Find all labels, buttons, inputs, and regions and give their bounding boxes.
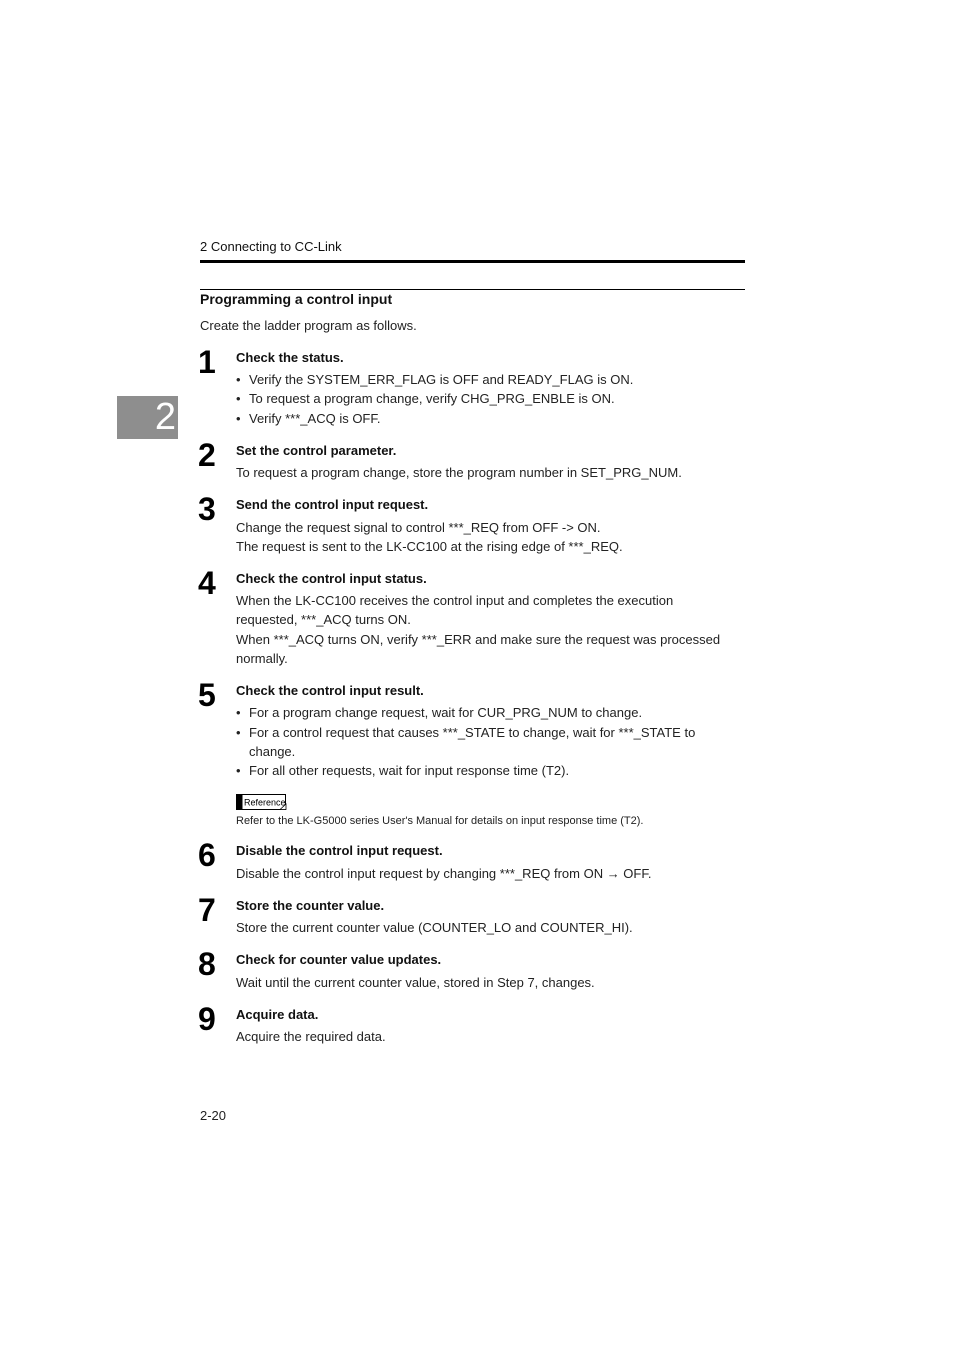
step-text: Store the current counter value (COUNTER_LO and COUNTER_HI).	[236, 920, 633, 935]
step-title: Check the control input status.	[236, 571, 427, 586]
step-text: normally.	[236, 651, 288, 666]
step-number: 8	[198, 946, 216, 982]
step-text: When the LK-CC100 receives the control input and completes the execution	[236, 593, 674, 608]
section-rule	[200, 289, 745, 290]
step-text: When ***_ACQ turns ON, verify ***_ERR and make sure the request was processed	[236, 632, 721, 647]
step-title: Acquire data.	[236, 1007, 319, 1022]
chapter-tab: 2	[117, 396, 178, 439]
list-item: • For all other requests, wait for input response time (T2).	[236, 763, 570, 778]
step-number: 6	[198, 837, 216, 873]
step-title: Store the counter value.	[236, 898, 385, 913]
step-number: 1	[198, 344, 216, 380]
running-header: 2 Connecting to CC-Link	[200, 239, 342, 254]
step-title: Check the status.	[236, 350, 344, 365]
reference-label: Reference	[244, 797, 286, 808]
step-number: 4	[198, 565, 216, 601]
reference-note: Refer to the LK-G5000 series User's Manual for details on input response time (T2).	[236, 815, 644, 827]
list-item: • To request a program change, verify CHG_PRG_ENBLE is ON.	[236, 391, 615, 406]
list-item-continuation: change.	[249, 744, 296, 759]
step-title: Set the control parameter.	[236, 443, 397, 458]
reference-icon	[236, 794, 288, 812]
header-rule	[200, 260, 745, 263]
step-title: Disable the control input request.	[236, 843, 443, 858]
step-text: Acquire the required data.	[236, 1029, 386, 1044]
list-item: • Verify the SYSTEM_ERR_FLAG is OFF and READY_FLAG is ON.	[236, 372, 634, 387]
step-title: Check the control input result.	[236, 683, 424, 698]
list-item: • For a control request that causes ***_STATE to change, wait for ***_STATE to	[236, 725, 696, 740]
section-title: Programming a control input	[200, 291, 393, 307]
step-text: requested, ***_ACQ turns ON.	[236, 612, 411, 627]
step-number: 2	[198, 437, 216, 473]
step-text: The request is sent to the LK-CC100 at the rising edge of ***_REQ.	[236, 539, 623, 554]
step-text: Wait until the current counter value, stored in Step 7, changes.	[236, 975, 595, 990]
step-number: 3	[198, 491, 216, 527]
step-text: To request a program change, store the program number in SET_PRG_NUM.	[236, 465, 682, 480]
list-item: • For a program change request, wait for CUR_PRG_NUM to change.	[236, 705, 643, 720]
page-number: 2-20	[200, 1108, 227, 1123]
step-title: Check for counter value updates.	[236, 952, 442, 967]
list-item: • Verify ***_ACQ is OFF.	[236, 411, 381, 426]
step-title: Send the control input request.	[236, 497, 429, 512]
step-text: Change the request signal to control ***_REQ from OFF -> ON.	[236, 520, 601, 535]
section-intro: Create the ladder program as follows.	[200, 318, 417, 333]
step-text: Disable the control input request by changing ***_REQ from ON → OFF.	[236, 866, 652, 881]
step-number: 7	[198, 892, 216, 928]
step-number: 5	[198, 677, 216, 713]
step-number: 9	[198, 1001, 216, 1037]
